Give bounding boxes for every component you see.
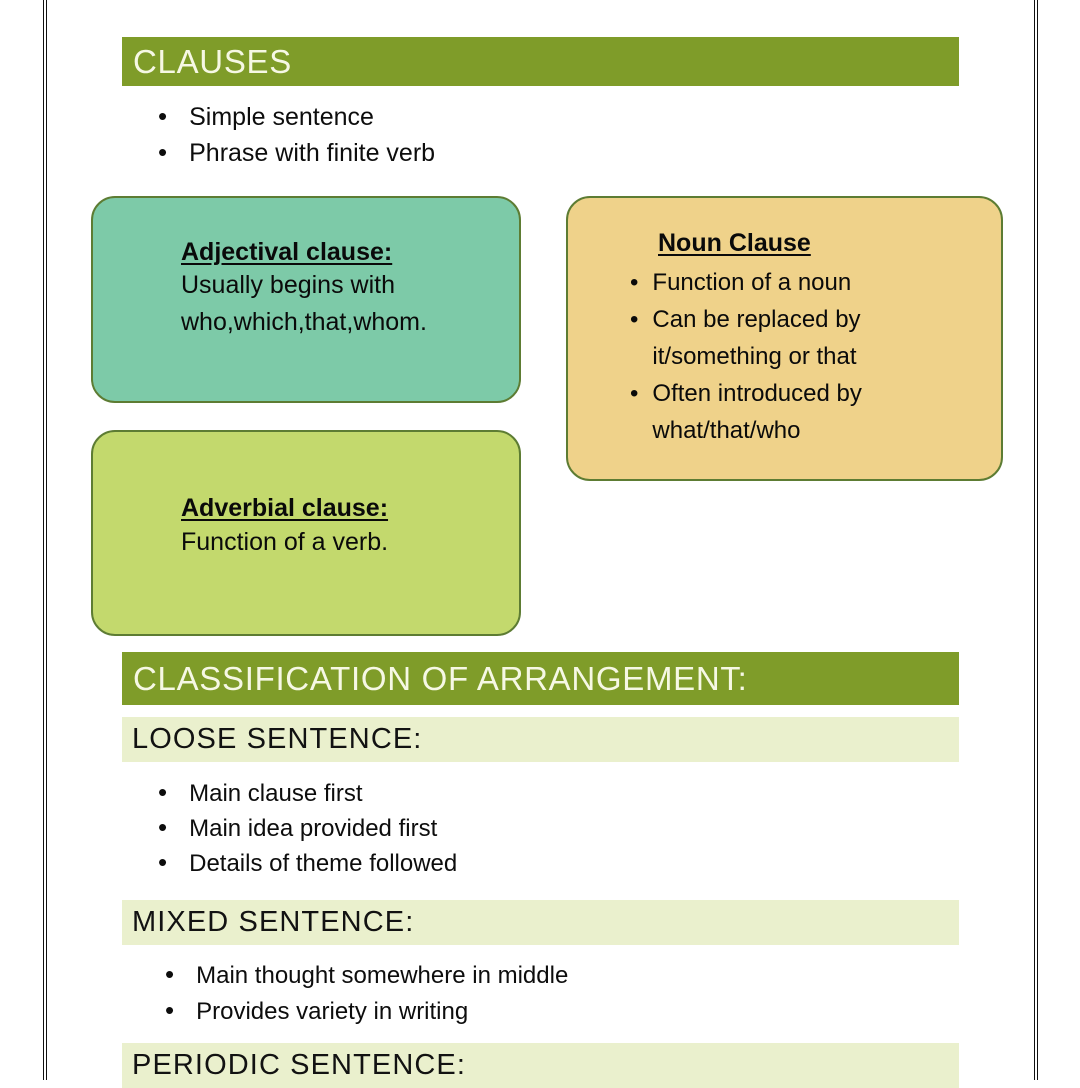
list-item-label-line-1: Often introduced by [652,380,862,407]
list-item [630,375,1001,449]
bullet-point-icon: • [158,847,168,877]
bullet-point-icon: • [630,269,639,296]
bullet-point-icon: • [630,380,639,407]
card-adverbial-title: Adverbial clause: [181,494,389,522]
card-noun-title: Noun Clause [658,229,811,257]
list-item [630,301,1001,375]
card-adverbial-content [93,494,519,561]
list-item-label [652,301,860,375]
list-item [158,776,457,811]
subsection-banner-periodic-sentence [122,1043,959,1088]
bullet-point-icon: • [158,812,168,842]
bullet-point-icon: • [158,137,168,167]
mixed-sentence-bullet-list [165,958,568,1030]
list-item-label: Main thought somewhere in middle [196,962,569,989]
subsection-banner-mixed-sentence [122,900,959,945]
bullet-point-icon: • [158,777,168,807]
list-item-label [652,375,861,449]
card-adverbial-line-1: Function of a verb. [181,528,389,556]
card-adverbial-clause [91,430,521,636]
list-item [158,99,435,135]
subsection-title-mixed-sentence: MIXED SENTENCE: [132,906,415,938]
subsection-title-loose-sentence: LOOSE SENTENCE: [132,723,423,755]
list-item-label: Simple sentence [189,103,374,131]
list-item-label-line-1: Can be replaced by [652,306,861,333]
bullet-point-icon: • [165,995,175,1025]
section-title-classification: CLASSIFICATION OF ARRANGEMENT: [133,659,748,697]
list-item [165,958,568,994]
list-item-label: Main idea provided first [189,815,438,842]
list-item-label: Phrase with finite verb [189,139,436,167]
list-item [630,264,1001,301]
bullet-point-icon: • [630,306,639,333]
loose-sentence-bullet-list [158,776,457,881]
section-banner-clauses [122,37,959,86]
section-banner-classification [122,652,959,705]
bullet-point-icon: • [158,101,168,131]
list-item [158,811,457,846]
section-title-clauses: CLAUSES [133,42,292,80]
list-item-label-line-2: what/that/who [652,417,801,444]
card-adjectival-line-1: Usually begins with [181,271,395,299]
clauses-bullet-list [158,99,435,171]
list-item [158,135,435,171]
card-adjectival-content [93,238,519,341]
bullet-point-icon: • [165,959,175,989]
card-noun-content [568,229,1001,449]
card-adjectival-line-2: who,which,that,whom. [181,308,427,336]
list-item-label-line-2: it/something or that [652,343,857,370]
card-noun-bullet-list [630,264,1001,449]
list-item [158,846,457,881]
list-item-label: Function of a noun [652,269,852,296]
card-adjectival-clause [91,196,521,403]
card-adjectival-title: Adjectival clause: [181,238,393,266]
card-noun-clause [566,196,1003,481]
list-item-label: Provides variety in writing [196,998,469,1025]
subsection-title-periodic-sentence: PERIODIC SENTENCE: [132,1049,467,1081]
subsection-banner-loose-sentence [122,717,959,762]
list-item [165,994,568,1030]
list-item-label: Details of theme followed [189,850,458,877]
list-item-label: Main clause first [189,780,363,807]
